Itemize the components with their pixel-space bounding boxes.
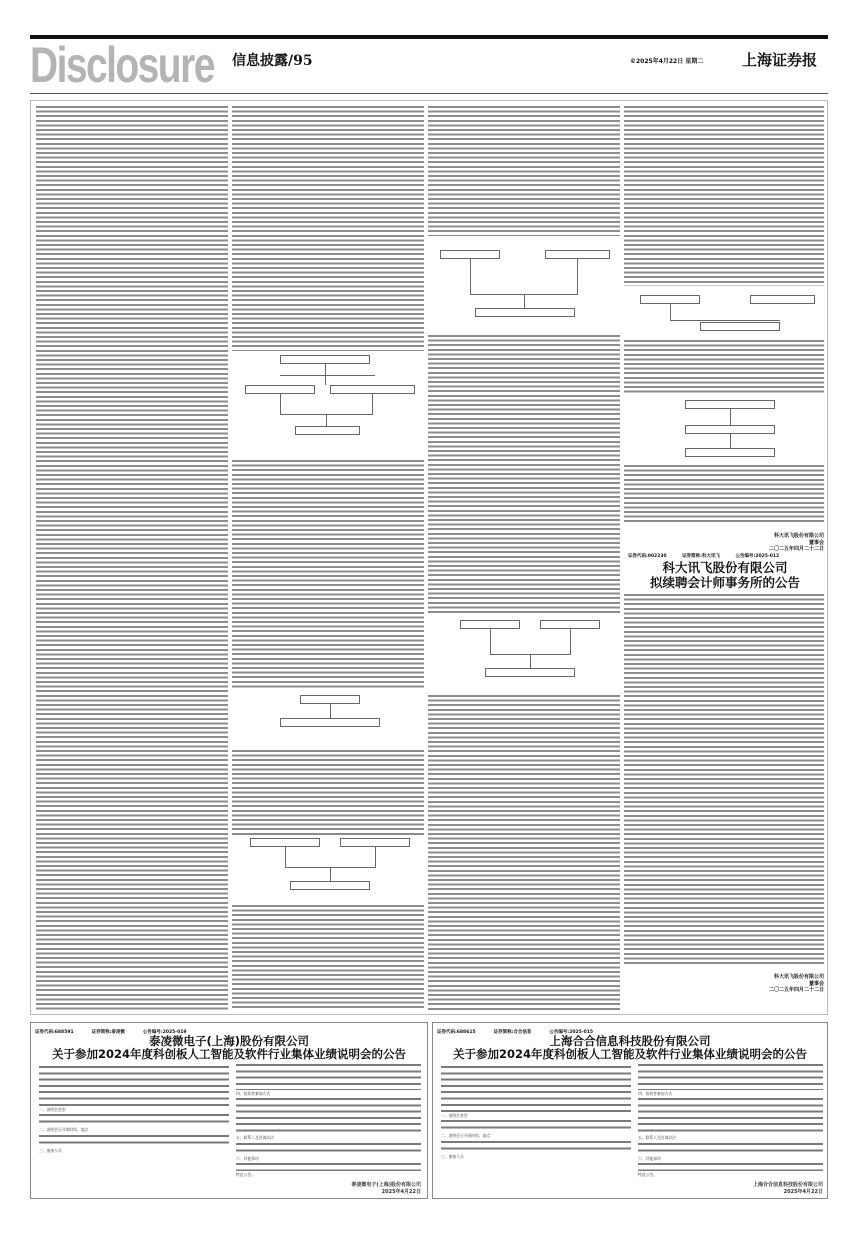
code-line: 证券代码:688615 证券简称:合合信息 公告编号:2025-015 — [437, 1030, 593, 1035]
body-text-column-2b — [232, 460, 424, 690]
announcement-title — [31, 1035, 427, 1061]
announcement-code-line: 证券代码:002230 证券简称:科大讯飞 公告编号:2025-012 — [628, 554, 780, 559]
sign-board: 董事会 — [808, 980, 824, 987]
ownership-diagram — [440, 240, 615, 330]
announcement-title — [433, 1035, 827, 1061]
body-left: 一、说明会类型 二、说明会召开的时间、地点 三、参加人员 — [441, 1065, 631, 1160]
section-title: 信息披露/95 — [232, 53, 313, 69]
sign-date: 二〇二五年四月二十二日 — [768, 987, 824, 993]
header-rule-bottom — [30, 93, 828, 94]
title-line-2: 拟续聘会计师事务所的公告 — [649, 575, 800, 590]
sign-company: 科大讯飞股份有限公司 — [773, 974, 824, 980]
body-text-column-2a — [232, 106, 424, 351]
body-text-column-3a — [428, 106, 620, 236]
body-right: 四、投资者参加方式 五、联系人及咨询办法 六、其他事项 特此公告。 泰凌微电子(上海)股份有限公司 2025年4月22日 — [236, 1063, 421, 1195]
masthead: Disclosure — [30, 37, 214, 93]
title-line-1: 泰凌微电子(上海)股份有限公司 — [148, 1034, 309, 1048]
newspaper-name: 上海证券报 — [742, 51, 818, 69]
signature-block — [624, 974, 824, 994]
title-line-1: 科大讯飞股份有限公司 — [662, 560, 788, 575]
ownership-diagram — [640, 290, 820, 335]
title-line-1: 上海合合信息科技股份有限公司 — [549, 1034, 711, 1048]
announcement-box-intsig — [432, 1022, 828, 1199]
ownership-diagram — [440, 620, 615, 690]
sign-date: 二〇二五年四月二十二日 — [768, 546, 824, 552]
body-text-column-4c — [624, 465, 824, 525]
announcement-title — [622, 560, 828, 590]
ownership-diagram — [640, 400, 820, 460]
body-text-column-1 — [36, 106, 228, 1011]
body-text-column-2d — [232, 905, 424, 1011]
ownership-diagram — [240, 838, 420, 900]
code-line: 证券代码:688591 证券简称:泰凌微 公告编号:2025-019 — [35, 1030, 187, 1035]
title-line-2: 关于参加2024年度科创板人工智能及软件行业集体业绩说明会的公告 — [452, 1047, 807, 1061]
body-text-column-3b — [428, 335, 620, 615]
body-text-column-3c — [428, 695, 620, 1011]
body-text-column-4a — [624, 106, 824, 286]
ownership-diagram — [240, 355, 420, 455]
signature-block — [624, 533, 824, 553]
body-text-column-2c — [232, 750, 424, 835]
sign-company: 科大讯飞股份有限公司 — [773, 533, 824, 539]
body-right: 四、投资者参加方式 五、联系人及咨询办法 六、其他事项 特此公告。 上海合合信息科技股份有限公司 2025年4月22日 — [638, 1063, 823, 1195]
body-left: 一、说明会类型 二、说明会召开的时间、地点 三、参加人员 — [39, 1065, 229, 1154]
title-line-2: 关于参加2024年度科创板人工智能及软件行业集体业绩说明会的公告 — [51, 1047, 406, 1061]
ownership-diagram — [240, 695, 420, 745]
body-text-column-4b — [624, 340, 824, 395]
body-text-column-4d — [624, 594, 824, 964]
sign-board: 董事会 — [808, 539, 824, 546]
issue-date: ©2025年4月22日 星期二 — [630, 58, 704, 65]
announcement-box-telink — [30, 1022, 428, 1199]
